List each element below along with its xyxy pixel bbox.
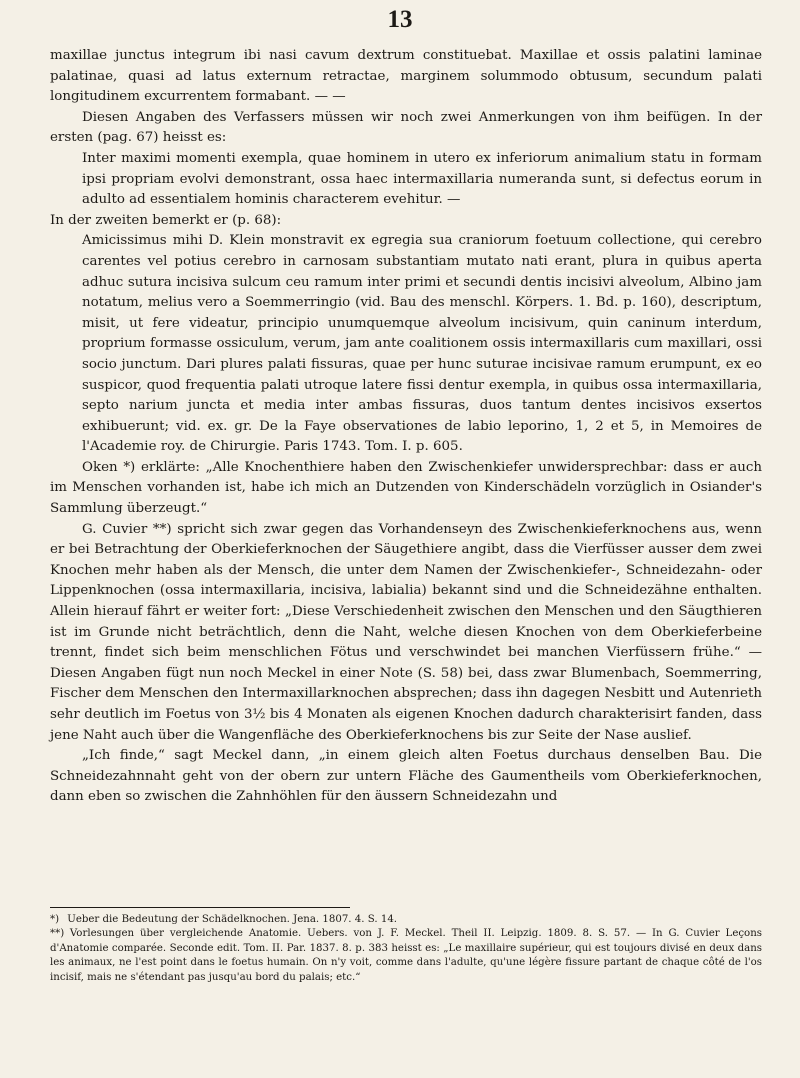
- latin-quote: Amicissimus mihi D. Klein monstravit ex egregia sua craniorum foetuum collectione, qui cerebro carentes vel potius cerebro in carnosam substantiam mutato nati erant, plura in quibus aperta adhuc sutura incisiva sulcum ceu ramum inter primi et secundi dentis incisivi alveolum, Albino jam notatum, melius vero a Soemmerringio (vid. Bau des menschl. Körpers. 1. Bd. p. 160), descriptum, misit, ut fere videatur, principio unumquemque alveolum incisivum, quin caninum interdum, proprium formasse ossiculum, verum, jam ante coalitionem ossis intermaxillaris cum maxillari, ossi socio junctum. Dari plures palati fissuras, quae per hunc suturae incisivae ramum erumpunt, ex eo suspicor, quod frequentia palati utroque latere fissi dentur exempla, in quibus ossa intermaxillaria, septo narium juncta et media inter ambas fissuras, duos tantum dentes incisivos exsertos exhibuerunt; vid. ex. gr. De la Faye observationes de labio leporino, 1, 2 et 5, in Memoires de l'Academie roy. de Chirurgie. Paris 1743. Tom. I. p. 605.: [82, 233, 762, 455]
- footnote-marker: **): [50, 928, 65, 940]
- footnote: [50, 913, 762, 927]
- paragraph: maxillae junctus integrum ibi nasi cavum dextrum constituebat. Maxillae et ossis palatini laminae palatinae, quasi ad latus externum retractae, marginem solummodo obtusum, secundum palati longitudinem excurrentem formabant. — —: [50, 48, 762, 105]
- paragraph: G. Cuvier **) spricht sich zwar gegen das Vorhandenseyn des Zwischenkieferknochens aus, wenn er bei Betrachtung der Oberkieferknochen der Säugethiere angibt, dass die Vierfüsser ausser dem zwei Knochen mehr haben als der Mensch, die unter dem Namen der Zwischenkiefer-, Schneidezahn- oder Lippenknochen (ossa intermaxillaria, incisiva, labialia) bekannt sind und die Schneidezähne enthalten. Allein hierauf fährt er weiter fort: „Diese Verschiedenheit zwischen den Menschen und den Säugthieren ist im Grunde nicht beträchtlich, denn die Naht, welche diesen Knochen von dem Oberkieferbeine trennt, findet sich beim menschlichen Fötus und verschwindet bei manchen Vierfüssern frühe.“ — Diesen Angaben fügt nun noch Meckel in einer Note (S. 58) bei, dass zwar Blumenbach, Soemmerring, Fischer dem Menschen den Intermaxillarknochen absprechen; dass ihn dagegen Nesbitt und Autenrieth sehr deutlich im Foetus von 3½ bis 4 Monaten als eigenen Knochen dadurch charakterisirt fanden, dass jene Naht auch über die Wangenfläche des Oberkieferknochens bis zur Seite der Nase auslief.: [50, 521, 762, 743]
- latin-quote: Inter maximi momenti exempla, quae hominem in utero ex inferiorum animalium statu in formam ipsi propriam evolvi demonstrant, ossa haec intermaxillaria numeranda sunt, si defectus eorum in adulto ad essentialem hominis characterem evehitur. —: [82, 150, 762, 208]
- paragraph: „Ich finde,“ sagt Meckel dann, „in einem gleich alten Foetus durchaus denselben Bau. Die Schneidezahnnaht geht von der obern zur untern Fläche des Gaumentheils vom Oberkieferknochen, dann eben so zwischen die Zahnhöhlen für den äussern Schneidezahn und: [50, 748, 762, 805]
- paragraph: Diesen Angaben des Verfassers müssen wir noch zwei Anmerkungen von ihm beifügen. In der ersten (pag. 67) heisst es:: [50, 109, 762, 146]
- paragraph: In der zweiten bemerkt er (p. 68):: [50, 212, 282, 228]
- paragraph: Oken *) erklärte: „Alle Knochenthiere haben den Zwischenkiefer unwidersprechbar: dass er auch im Menschen vorhanden ist, habe ich mich an Dutzenden von Kinderschädeln vorzüglich in Osiander's Sammlung überzeugt.“: [50, 459, 762, 517]
- footnote-rule: [50, 907, 350, 908]
- footnote-marker: *): [50, 914, 60, 925]
- page-number: 13: [387, 6, 413, 33]
- footnotes: [50, 913, 762, 985]
- footnote: [50, 927, 762, 985]
- body-text: [50, 46, 762, 808]
- footnote-text: Ueber die Bedeutung der Schädelknochen. Jena. 1807. 4. S. 14.: [67, 914, 398, 925]
- footnote-text: Vorlesungen über vergleichende Anatomie. Uebers. von J. F. Meckel. Theil II. Leipzig. 1809. 8. S. 57. — In G. Cuvier Leçons d'Anatomie comparée. Seconde edit. Tom. II. Par. 1837. 8. p. 383 heisst es: „Le maxillaire supérieur, qui est toujours divisé en deux dans les animaux, ne l'est point dans le foetus humain. On n'y voit, comme dans l'adulte, qu'une légère fissure partant de chaque côté de l'os incisif, mais ne s'étendant pas jusqu'au bord du palais; etc.“: [50, 928, 762, 983]
